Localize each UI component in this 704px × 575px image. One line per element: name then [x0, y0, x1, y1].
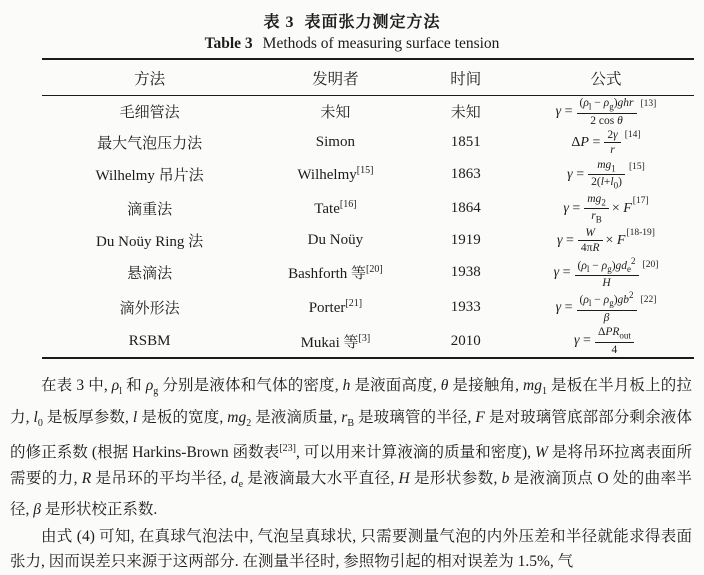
table-row: [42, 158, 694, 192]
inventor-cell: Bashforth 等[20]: [288, 264, 383, 283]
formula-fraction: $\frac{mg_1}{2(l+l_0)}$: [588, 158, 625, 192]
formula-lhs: γ =: [555, 299, 573, 315]
table-row: [42, 96, 694, 128]
surface-tension-methods-table: [42, 58, 694, 359]
formula-reference: [14]: [624, 130, 641, 141]
inventor-cell: Simon: [315, 134, 355, 151]
header-method: 方法: [134, 71, 166, 88]
formula-lhs: γ =: [555, 103, 573, 119]
table-row: [42, 192, 694, 226]
formula-cell: [518, 158, 694, 192]
formula-cell: [518, 96, 694, 128]
inventor-cell: Du Noüy: [307, 232, 364, 249]
formula-lhs: ΔP =: [571, 134, 601, 150]
time-cell: 1851: [450, 134, 481, 151]
time-cell: 1938: [450, 264, 481, 281]
table-title-en: [6, 35, 698, 53]
table-row: [42, 128, 694, 158]
formula-cell: [518, 290, 694, 325]
formula-reference: [18-19]: [626, 227, 655, 238]
method-cell: RSBM: [128, 332, 171, 349]
formula-cell: [518, 256, 694, 291]
table-number-zh: 表 3: [263, 14, 295, 31]
formula-suffix: × F: [605, 232, 626, 248]
body-text: [10, 373, 692, 575]
table-number-en: Table 3: [204, 35, 253, 52]
table-row: [42, 256, 694, 291]
time-cell: 2010: [450, 332, 481, 349]
time-cell: 1864: [450, 200, 481, 217]
formula-fraction: $\frac{\Delta PR_{out}}{4}$: [595, 325, 634, 357]
method-cell: 最大气泡压力法: [97, 136, 203, 153]
formula-suffix: × F: [611, 200, 632, 216]
time-cell: 1863: [450, 166, 481, 183]
formula-fraction: $\frac{2\gamma}{r}$: [604, 128, 620, 158]
paragraph-symbol-definitions: 在表 3 中, $\rho_l$ 和 $\rho_g$ 分别是液体和气体的密度, h 是液面高度, θ 是接触角, $mg_1$ 是板在半月板上的拉力, $l_0$ 是板厚参数, l 是板的宽度, $mg_2$ 是液滴质量, $r_B$ 是玻璃管的半径, F 是对玻璃管底部部分剩余液体的修正系数 (根据 Harkins-Brown 函数表[23], 可以用来计算液滴的质量和密度), W 是将吊环拉离表面所需要的力, R 是吊环的平均半径, $d_e$ 是液滴最大水平直径, H 是形状参数, b 是液滴顶点 O 处的曲率半径, β 是形状校正系数.: [10, 377, 692, 519]
formula-lhs: γ =: [567, 166, 585, 182]
formula-lhs: γ =: [563, 200, 581, 216]
formula-cell: [518, 192, 694, 226]
formula-reference: [17]: [632, 196, 649, 207]
formula-lhs: γ =: [553, 264, 571, 280]
formula-fraction: $\frac{W}{4\pi R}$: [578, 226, 603, 256]
table-title-zh-text: 表面张力测定方法: [304, 14, 441, 31]
table-title-en-text: Methods of measuring surface tension: [262, 35, 500, 52]
time-cell: 未知: [450, 105, 481, 122]
inventor-cell: 未知: [320, 105, 351, 122]
time-cell: 1933: [450, 299, 481, 316]
formula-fraction: $\frac{(\rho_l - \rho_g)gb^2}{\beta}$: [577, 290, 637, 325]
method-cell: 滴重法: [127, 202, 173, 219]
formula-reference: [20]: [642, 260, 659, 271]
paragraph-error-analysis: 由式 (4) 可知, 在真球气泡法中, 气泡呈真球状, 只需要测量气泡的内外压差和半径就能求得表面张力, 因而误差只来源于这两部分. 在测量半径时, 参照物引起的相对误差为 1.5%, 气: [10, 527, 692, 571]
table-row: [42, 226, 694, 256]
formula-reference: [22]: [640, 294, 657, 305]
method-cell: 滴外形法: [119, 301, 180, 318]
formula-fraction: $\frac{mg_2}{r_B}$: [584, 192, 609, 226]
header-inventor: 发明者: [312, 71, 359, 88]
method-cell: Wilhelmy 吊片法: [95, 168, 204, 185]
formula-cell: [518, 226, 694, 256]
formula-cell: [518, 325, 694, 358]
time-cell: 1919: [450, 232, 481, 249]
formula-reference: [13]: [640, 99, 657, 110]
formula-fraction: $\frac{(\rho_l - \rho_g)ghr}{\text{2 cos θ}}$: [577, 96, 637, 128]
table-row: [42, 325, 694, 358]
formula-fraction: $\frac{(\rho_l - \rho_g)gd_e^2}{H}$: [575, 256, 639, 291]
table-header-row: [42, 59, 694, 96]
inventor-cell: Porter[21]: [308, 298, 363, 317]
header-formula: 公式: [590, 71, 622, 88]
table-row: [42, 290, 694, 325]
formula-lhs: γ =: [574, 333, 591, 349]
table-title-zh: [6, 6, 698, 32]
formula-reference: [15]: [628, 161, 645, 172]
header-time: 时间: [450, 71, 482, 88]
formula-cell: [518, 128, 694, 158]
inventor-cell: Wilhelmy[15]: [297, 165, 374, 184]
method-cell: 悬滴法: [127, 266, 173, 283]
method-cell: Du Noüy Ring 法: [96, 234, 204, 251]
inventor-cell: Mukai 等[3]: [300, 332, 371, 351]
formula-lhs: γ =: [556, 232, 574, 248]
method-cell: 毛细管法: [119, 105, 180, 122]
inventor-cell: Tate[16]: [314, 199, 357, 218]
